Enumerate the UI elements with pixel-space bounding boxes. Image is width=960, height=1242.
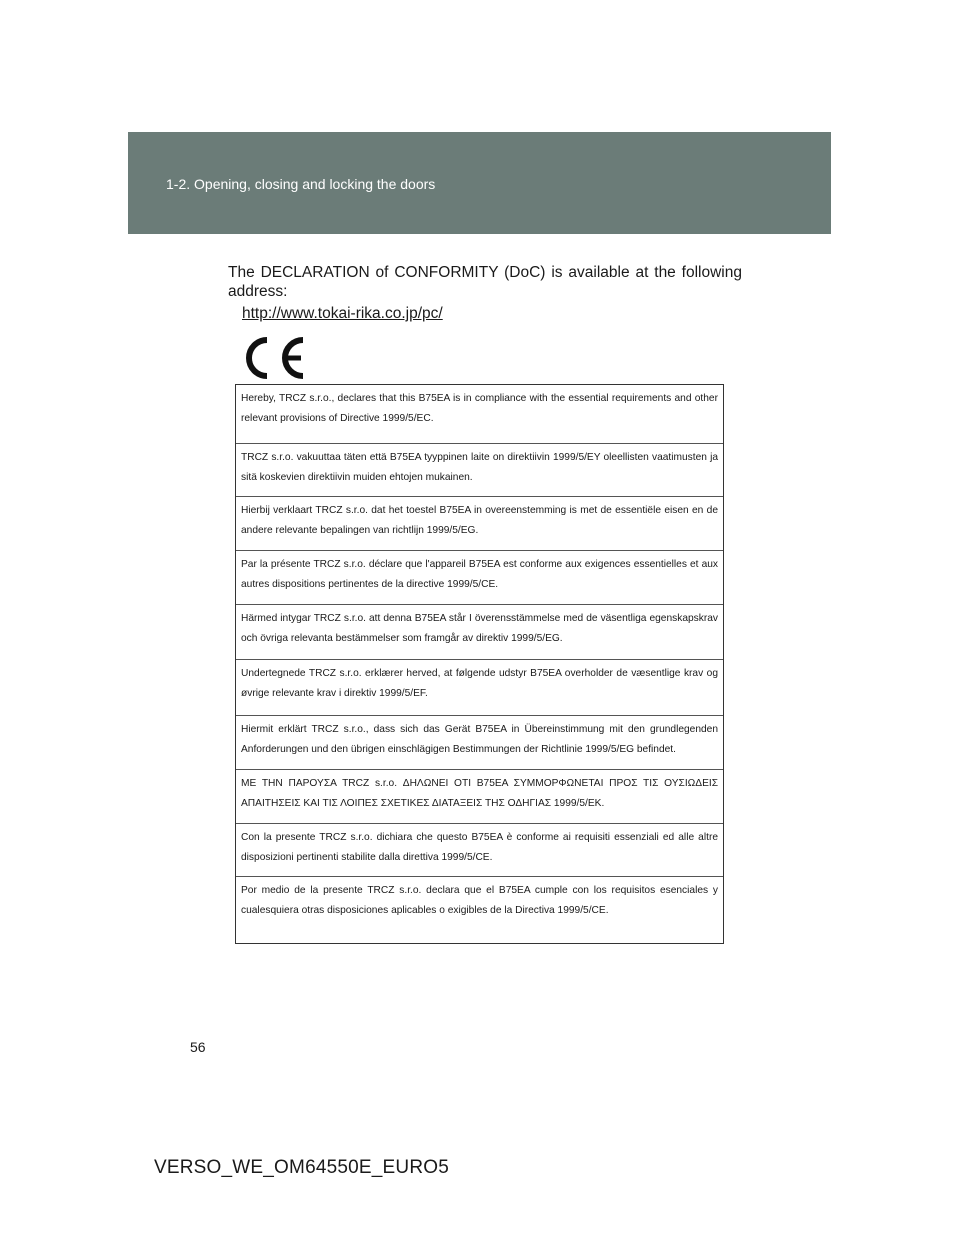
declaration-da: Undertegnede TRCZ s.r.o. erklærer herved, at følgende udstyr B75EA overholder de væsentlige krav og øvrige relevante krav i direktiv 1999/5/EF. xyxy=(236,660,723,716)
declaration-en: Hereby, TRCZ s.r.o., declares that this B75EA is in compliance with the essential requirements and other relevant provisions of Directive 1999/5/EC. xyxy=(236,385,723,444)
declaration-es: Por medio de la presente TRCZ s.r.o. declara que el B75EA cumple con los requisitos esenciales y cualesquiera otras disposiciones aplicables o exigibles de la Directiva 1999/5/CE. xyxy=(241,885,718,916)
chapter-header-band xyxy=(128,132,831,234)
declaration-it: Con la presente TRCZ s.r.o. dichiara che questo B75EA è conforme ai requisiti essenziali ed alle altre disposizioni pertinenti stabilite dalla direttiva 1999/5/CE. xyxy=(236,824,723,877)
document-code: VERSO_WE_OM64550E_EURO5 xyxy=(154,1157,449,1178)
doc-intro-text: The DECLARATION of CONFORMITY (DoC) is available at the following address: xyxy=(228,264,742,300)
declaration-nl: Hierbij verklaart TRCZ s.r.o. dat het toestel B75EA in overeenstemming is met de essentiële eisen en de andere relevante bepalingen van richtlijn 1999/5/EG. xyxy=(236,497,723,551)
page-number: 56 xyxy=(190,1039,206,1055)
declaration-fr: Par la présente TRCZ s.r.o. déclare que l'appareil B75EA est conforme aux exigences essentielles et aux autres dispositions pertinentes de la directive 1999/5/CE. xyxy=(236,551,723,605)
declaration-sv: Härmed intygar TRCZ s.r.o. att denna B75EA står I överensstämmelse med de väsentliga egenskapskrav och övriga relevanta bestämmelser som framgår av direktiv 1999/5/EG. xyxy=(236,605,723,660)
chapter-title: 1-2. Opening, closing and locking the doors xyxy=(166,176,436,192)
declaration-fi: TRCZ s.r.o. vakuuttaa täten että B75EA tyyppinen laite on direktiivin 1999/5/EY oleellisten vaatimusten ja sitä koskevien direktiivin muiden ehtojen mukainen. xyxy=(236,444,723,497)
doc-url-link[interactable]: http://www.tokai-rika.co.jp/pc/ xyxy=(242,305,443,322)
declaration-el: ΜΕ ΤΗΝ ΠΑΡΟΥΣΑ TRCZ s.r.o. ΔΗΛΩΝΕΙ ΟΤΙ B75EA ΣΥΜΜΟΡΦΩΝΕΤΑΙ ΠΡΟΣ ΤΙΣ ΟΥΣΙΩΔΕΙΣ ΑΠΑΙΤΗΣΕΙΣ ΚΑΙ ΤΙΣ ΛΟΙΠΕΣ ΣΧΕΤΙΚΕΣ ΔΙΑΤΑΞΕΙΣ ΤΗΣ ΟΔΗΓΙΑΣ 1999/5/ΕΚ. xyxy=(236,770,723,824)
ce-mark-icon xyxy=(246,336,308,380)
declarations-table xyxy=(235,384,724,944)
declaration-de: Hiermit erklärt TRCZ s.r.o., dass sich das Gerät B75EA in Übereinstimmung mit den grundlegenden Anforderungen und den übrigen einschlägigen Bestimmungen der Richtlinie 1999/5/EG befindet. xyxy=(236,716,723,770)
